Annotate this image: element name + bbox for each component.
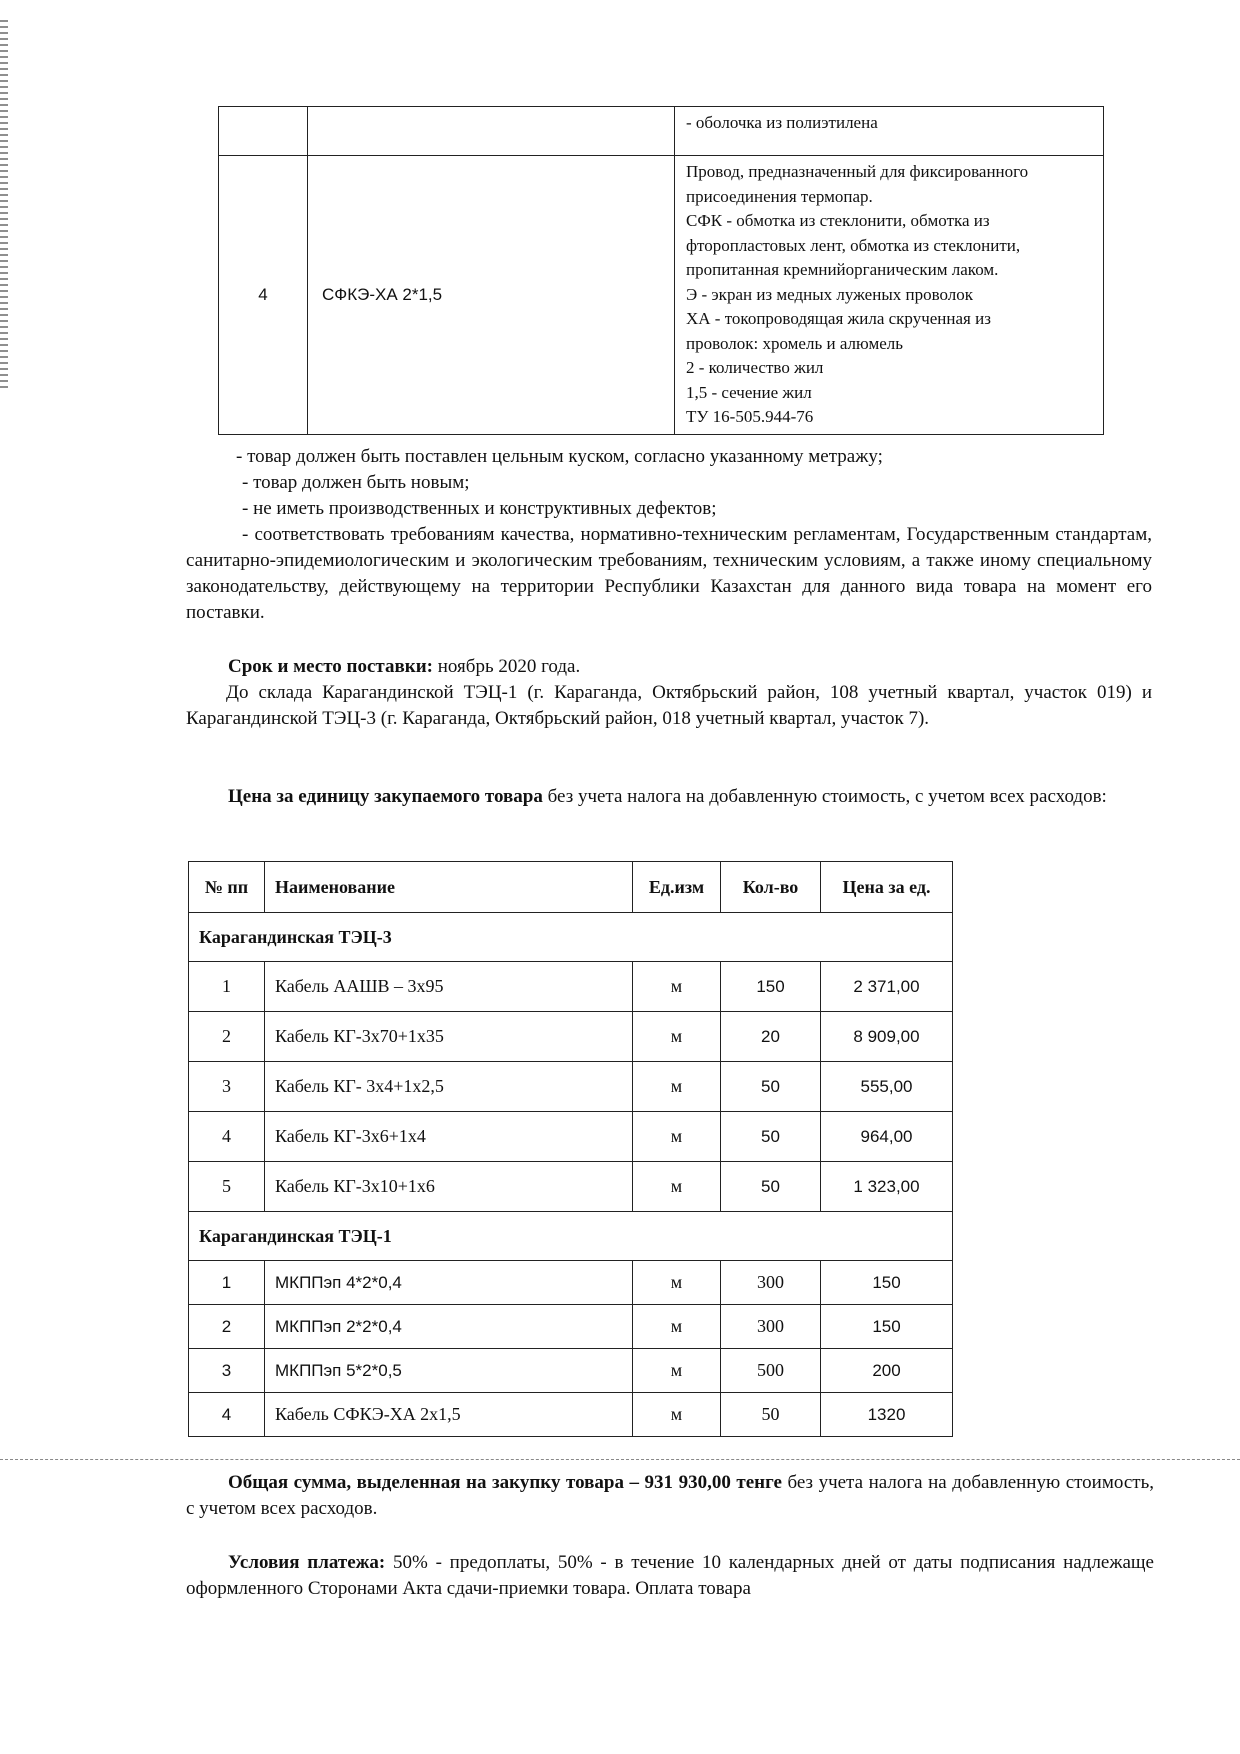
row-qty: 300: [721, 1305, 821, 1349]
spec-desc-cell: [675, 107, 1104, 156]
delivery-term-value: ноябрь 2020 года.: [432, 656, 581, 677]
spec-num-cell: 4: [219, 156, 308, 435]
spec-row: [219, 156, 1104, 435]
row-unit: м: [633, 1393, 721, 1437]
row-num: 4: [189, 1393, 265, 1437]
requirement-item: - соответствовать требованиям качества, нормативно-техническим регламентам, Государственным стандартам, санитарно-эпидемиологическим и экологическим требованиям, техническим условиям, а также иному специальному законодательству, действующему на территории Республики Казахстан для данного вида товара на момент его поставки.: [186, 524, 1152, 623]
table-row: [189, 1305, 953, 1349]
table-row: [189, 1349, 953, 1393]
payment-label: Условия платежа:: [228, 1552, 386, 1573]
group-title: Карагандинская ТЭЦ-3: [189, 913, 953, 962]
row-qty: 300: [721, 1261, 821, 1305]
header-qty: Кол-во: [721, 862, 821, 913]
delivery-label: Срок и место поставки:: [228, 656, 433, 677]
row-name: Кабель СФКЭ-ХА 2х1,5: [265, 1393, 633, 1437]
row-qty: 50: [721, 1112, 821, 1162]
spec-desc-cell: [675, 156, 1104, 435]
row-unit: м: [633, 1261, 721, 1305]
row-num: 1: [189, 962, 265, 1012]
row-qty: 50: [721, 1062, 821, 1112]
row-num: 2: [189, 1305, 265, 1349]
spec-desc-line: СФК - обмотка из стеклонити, обмотка из: [686, 211, 990, 230]
row-unit: м: [633, 1112, 721, 1162]
requirement-item: - товар должен быть поставлен цельным куском, согласно указанному метражу;: [236, 446, 883, 467]
price-intro: [186, 784, 1152, 810]
payment-text: 50% - предоплаты, 50% - в течение 10 календарных дней от даты подписания надлежаще оформленного Сторонами Акта сдачи-приемки товара. Оплата товара: [186, 1552, 1154, 1599]
group-title: Карагандинская ТЭЦ-1: [189, 1212, 953, 1261]
spec-row: [219, 107, 1104, 156]
header-price: Цена за ед.: [821, 862, 953, 913]
row-price: 555,00: [821, 1062, 953, 1112]
table-row: [189, 1112, 953, 1162]
row-unit: м: [633, 1062, 721, 1112]
row-qty: 500: [721, 1349, 821, 1393]
row-name: Кабель КГ-3х10+1х6: [265, 1162, 633, 1212]
row-price: 150: [821, 1261, 953, 1305]
scan-edge-artifact: [0, 20, 8, 390]
price-intro-text: без учета налога на добавленную стоимость, с учетом всех расходов:: [542, 786, 1107, 807]
table-row: [189, 1012, 953, 1062]
row-name: МКППэп 5*2*0,5: [265, 1349, 633, 1393]
row-price: 150: [821, 1305, 953, 1349]
row-name: Кабель КГ-3х6+1х4: [265, 1112, 633, 1162]
table-row: [189, 962, 953, 1012]
row-price: 964,00: [821, 1112, 953, 1162]
row-num: 5: [189, 1162, 265, 1212]
spec-desc-line: проволок: хромель и алюмель: [686, 333, 904, 353]
row-price: 200: [821, 1349, 953, 1393]
spec-desc-line: 2 - количество жил: [686, 358, 824, 377]
row-price: 1 323,00: [821, 1162, 953, 1212]
delivery-term: [228, 654, 1128, 680]
spec-table: [218, 106, 1104, 435]
row-unit: м: [633, 1162, 721, 1212]
row-num: 1: [189, 1261, 265, 1305]
header-unit: Ед.изм: [633, 862, 721, 913]
row-price: 8 909,00: [821, 1012, 953, 1062]
spec-desc-line: - оболочка из полиэтилена: [686, 113, 878, 132]
header-name: Наименование: [265, 862, 633, 913]
group-row: [189, 1212, 953, 1261]
row-name: Кабель КГ- 3х4+1х2,5: [265, 1062, 633, 1112]
total-paragraph: [186, 1470, 1154, 1522]
spec-desc-line: ХА - токопроводящая жила скрученная из: [686, 309, 991, 328]
row-num: 2: [189, 1012, 265, 1062]
table-row: [189, 1393, 953, 1437]
scan-divider: [0, 1459, 1240, 1460]
spec-desc-line: Провод, предназначенный для фиксированного: [686, 162, 1029, 181]
row-num: 4: [189, 1112, 265, 1162]
spec-desc-line: пропитанная кремнийорганическим лаком.: [686, 260, 999, 279]
row-price: 2 371,00: [821, 962, 953, 1012]
total-text: без учета налога на добавленную стоимость, с учетом всех расходов.: [186, 1472, 1154, 1519]
spec-desc-line: ТУ 16-505.944-76: [686, 407, 814, 426]
row-name: МКППэп 4*2*0,4: [265, 1261, 633, 1305]
price-table-header: [189, 862, 953, 913]
table-row: [189, 1261, 953, 1305]
row-unit: м: [633, 962, 721, 1012]
table-row: [189, 1162, 953, 1212]
spec-desc-line: Э - экран из медных луженых проволок: [686, 284, 974, 304]
total-label: Общая сумма, выделенная на закупку товара – 931 930,00 тенге: [228, 1472, 782, 1493]
delivery-place: До склада Карагандинской ТЭЦ-1 (г. Караганда, Октябрьский район, 108 учетный квартал, участок 019) и Карагандинской ТЭЦ-3 (г. Караганда, Октябрьский район, 018 учетный квартал, участок 7).: [186, 682, 1152, 729]
row-name: Кабель ААШВ – 3х95: [265, 962, 633, 1012]
spec-num-cell: [219, 107, 308, 156]
spec-name-cell: СФКЭ-ХА 2*1,5: [308, 156, 675, 435]
price-intro-label: Цена за единицу закупаемого товара: [228, 786, 543, 807]
row-qty: 150: [721, 962, 821, 1012]
header-num: № пп: [189, 862, 265, 913]
spec-desc-line: присоединения термопар.: [686, 186, 873, 206]
payment-paragraph: [186, 1550, 1154, 1602]
row-qty: 50: [721, 1393, 821, 1437]
requirement-item: - не иметь производственных и конструктивных дефектов;: [242, 498, 717, 519]
spec-name-cell: [308, 107, 675, 156]
row-num: 3: [189, 1349, 265, 1393]
group-row: [189, 913, 953, 962]
requirement-item: - товар должен быть новым;: [242, 472, 470, 493]
row-unit: м: [633, 1305, 721, 1349]
row-name: МКППэп 2*2*0,4: [265, 1305, 633, 1349]
table-row: [189, 1062, 953, 1112]
row-qty: 20: [721, 1012, 821, 1062]
row-unit: м: [633, 1012, 721, 1062]
row-num: 3: [189, 1062, 265, 1112]
row-name: Кабель КГ-3х70+1х35: [265, 1012, 633, 1062]
spec-desc-line: 1,5 - сечение жил: [686, 382, 812, 402]
row-qty: 50: [721, 1162, 821, 1212]
row-price: 1320: [821, 1393, 953, 1437]
row-unit: м: [633, 1349, 721, 1393]
price-table: [188, 861, 953, 1437]
spec-desc-line: фторопластовых лент, обмотка из стеклонити,: [686, 235, 1021, 255]
